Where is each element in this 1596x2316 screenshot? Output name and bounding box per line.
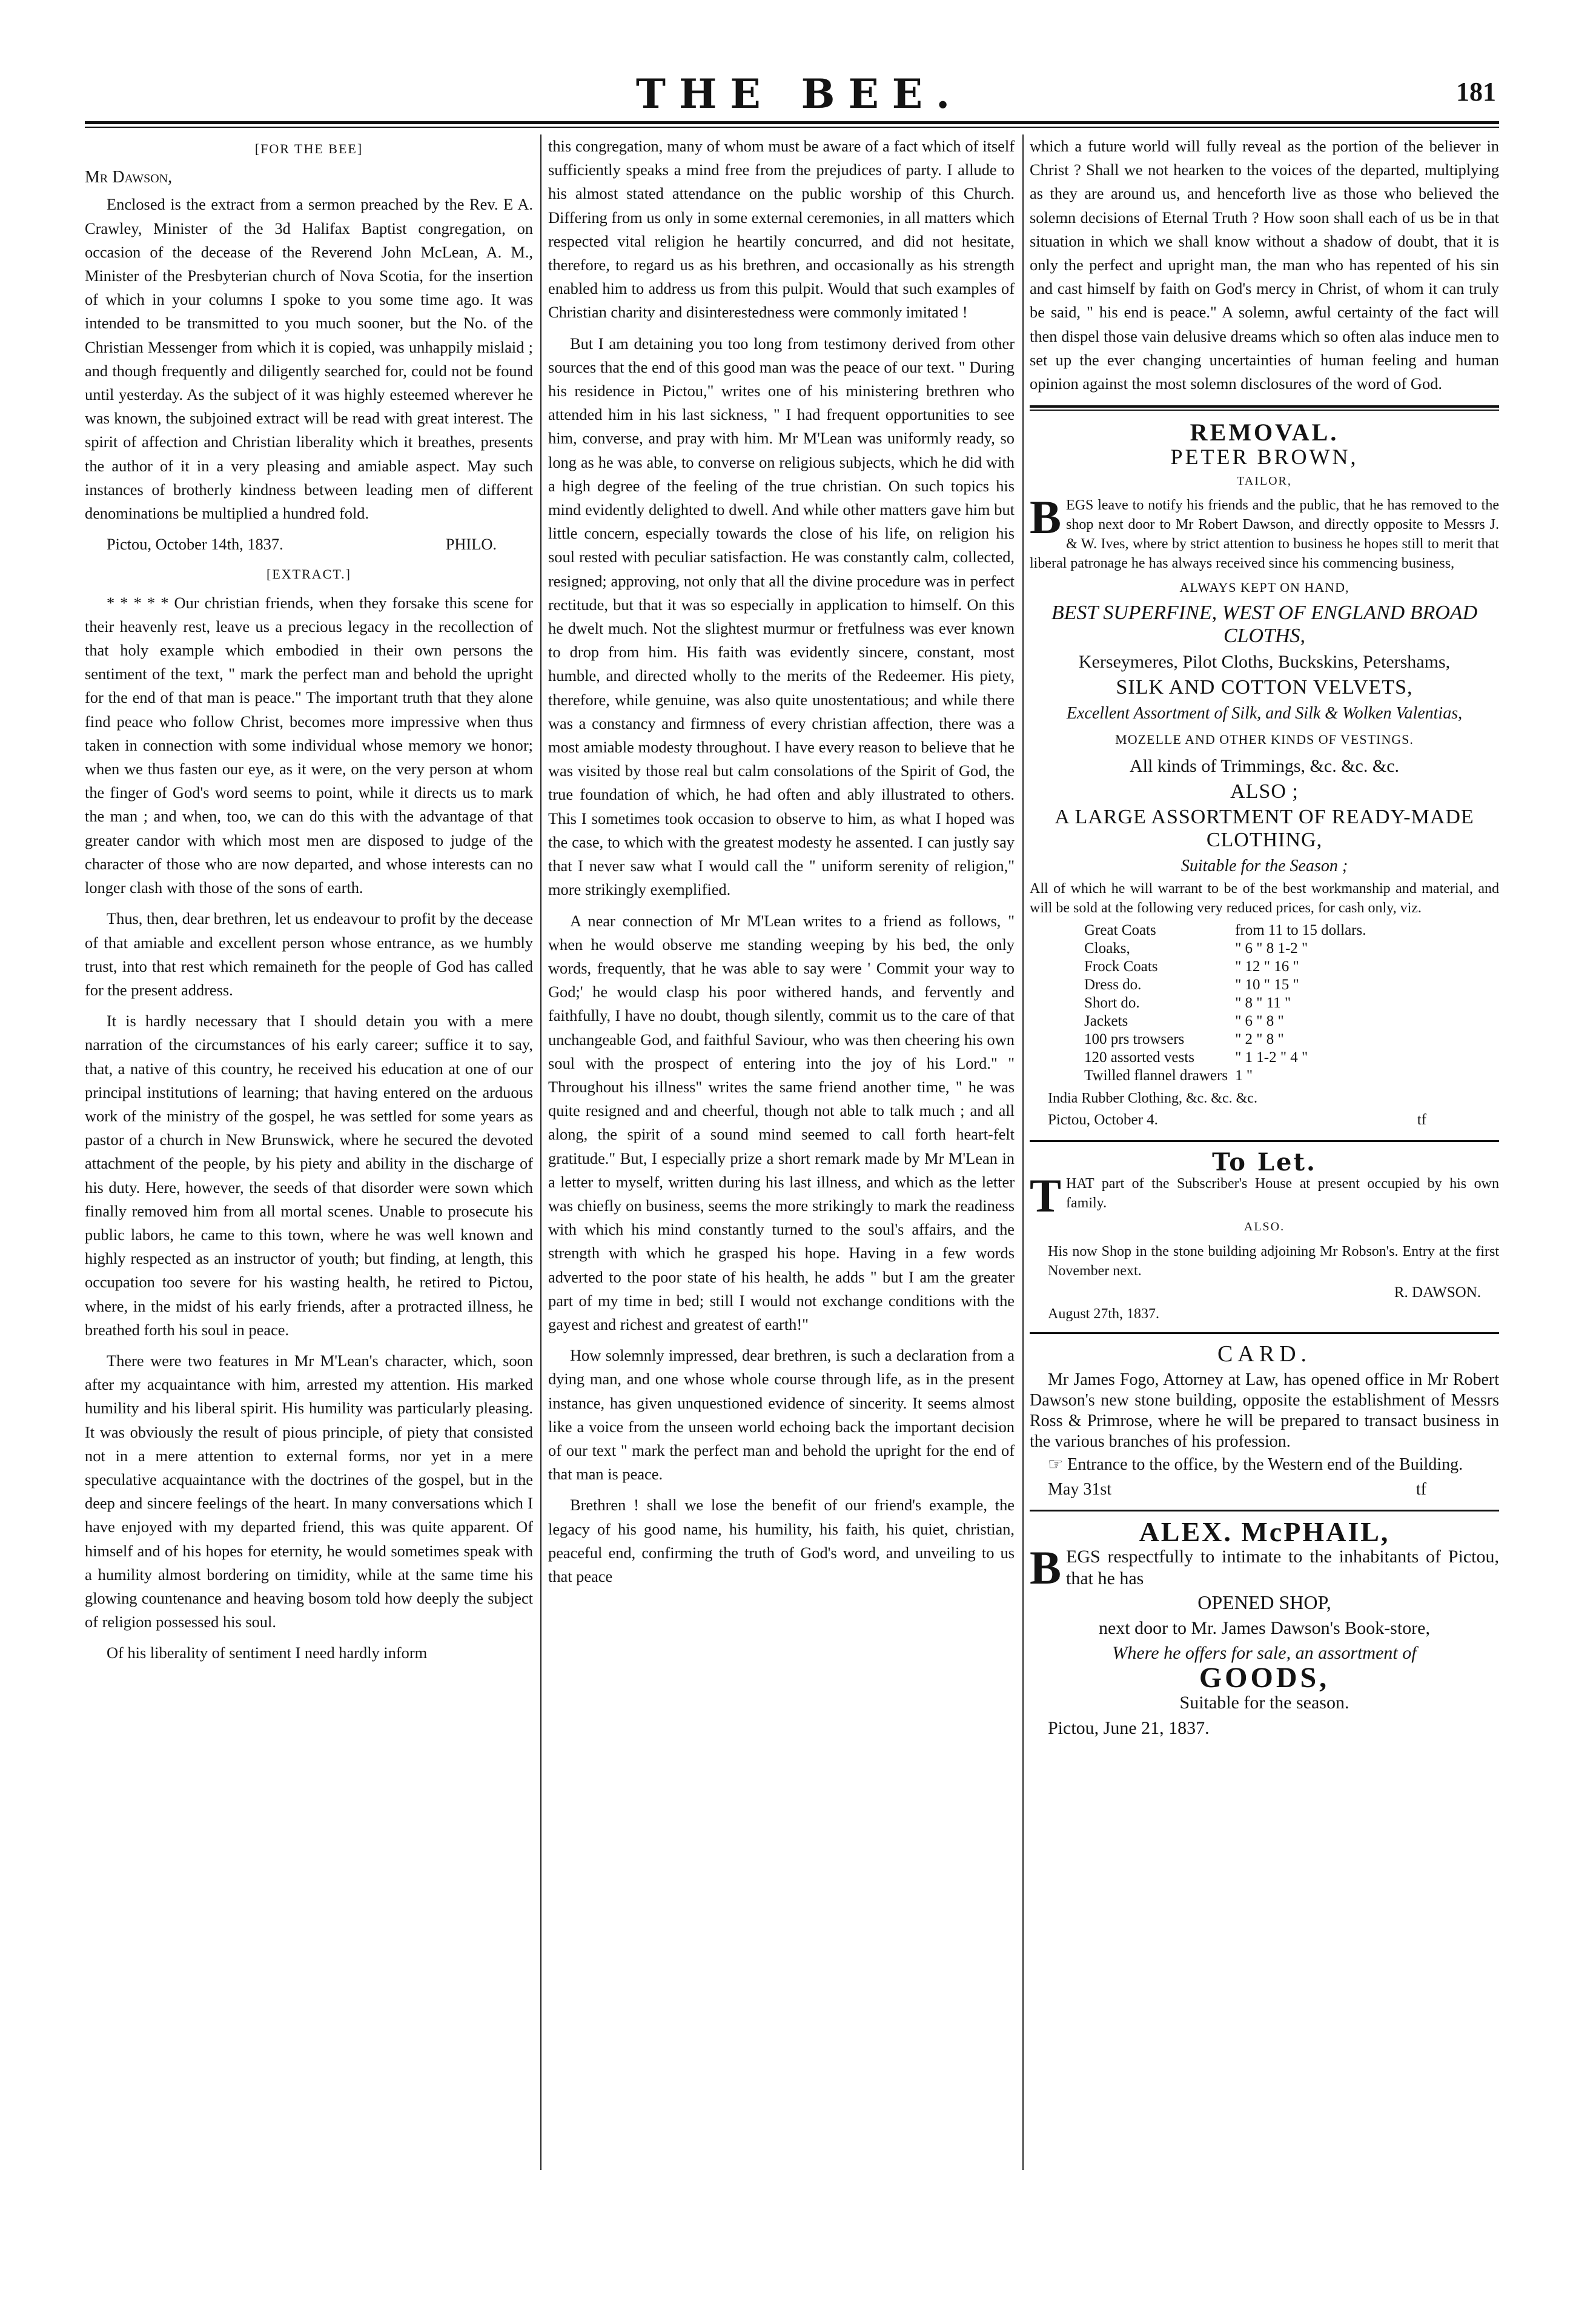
newspaper-title: THE BEE. — [635, 70, 964, 118]
letter-signoff — [85, 533, 533, 556]
removal-heading: REMOVAL. — [1190, 419, 1339, 446]
sermon-paragraph: * * * * * Our christian friends, when they forsake this scene for their heavenly rest, leave us a precious legacy in the recollection of that holy example which embodied in their own persons the sentiment of the text, " mark the perfect man and behold the upright for the end of that man is peace." The important truth that they alone find peace who follow Christ, becomes more impressive when thus taken in connection with some individual whose memory we honor; when we thus fasten our eye, as it were, on the very person at whom the finger of God's word seems to point, while it directs us to mark the man ; and when, too, we can do this with the advantage of that greater candor with which most men are disposed to judge of the character of those who are now departed, and whose interests can no longer clash with those of the sons of earth. — [85, 593, 533, 897]
price-item: Dress do. — [1084, 977, 1142, 994]
drop-cap: B — [1030, 1541, 1062, 1594]
price-row — [1084, 1012, 1373, 1030]
sermon-paragraph: which a future world will fully reveal as the portion of the believer in Christ ? Shall we not hearken to the voices of the departed, multiplying as they are around us, and henceforth live as those who believed the solemn decisions of Eternal Truth ? How soon shall each of us be in that situation in which we shall know without a shadow of doubt, that it is only the perfect and upright man, the man who has repented of his sin and cast himself by faith on God's mercy in Christ, of whom it can truly be said, " his end is peace." A solemn, awful certainty of the fact will then dispel those vain delusive dreams which so often alas induce men to set up the ever changing uncertainties of human feeling and human opinion against the most solemn disclosures of the word of God. — [1030, 137, 1499, 393]
section-rule — [1030, 1332, 1499, 1334]
column-divider-1 — [540, 134, 541, 2170]
price-item: 120 assorted vests — [1084, 1049, 1194, 1066]
sermon-paragraph: Brethren ! shall we lose the benefit of our friend's example, the legacy of his good name, his humility, his faith, his quiet, christian, peaceful end, confirming the truth of God's word, and unveiling to us that peace — [548, 1496, 1015, 1585]
extract-heading: [EXTRACT.] — [267, 566, 351, 582]
price-item: Frock Coats — [1084, 958, 1158, 975]
price-value: 1 " — [1235, 1067, 1253, 1084]
also-line: ALSO ; — [1230, 780, 1299, 803]
card-advertisement — [1030, 1342, 1499, 1501]
ready-made-line: A LARGE ASSORTMENT OF READY-MADE CLOTHING, — [1055, 805, 1474, 851]
offers-line: Where he offers for sale, an assortment of — [1112, 1642, 1417, 1663]
sermon-paragraph: Of his liberality of sentiment I need hardly inform — [107, 1644, 428, 1662]
removal-body: EGS leave to notify his friends and the public, that he has removed to the shop next door to Mr Robert Dawson, and directly opposite to Messrs J. & W. Ives, where by strict attention to business he hopes still to merit that liberal patronage he has always received since his commencing business, — [1030, 497, 1499, 571]
to-let-body: HAT part of the Subscriber's House at present occupied by his own family. — [1066, 1176, 1499, 1212]
removal-date: Pictou, October 4. — [1048, 1112, 1158, 1129]
salutation: Mr Dawson, — [85, 168, 173, 187]
for-the-bee-heading: [FOR THE BEE] — [254, 141, 363, 156]
sermon-paragraph: A near connection of Mr M'Lean writes to a friend as follows, " when he would observe me standing weeping by his bed, the only words, frequently, that he was able to say were ' Commit your way to God;' he would clasp his poor withered hands, and fervently and faithfully, I have no doubt, though silently, commit us to the care of that unchangeable God, and faithful Saviour, who was then cheering his own soul with the prospect of entering into the joy of his Lord." " Throughout his illness" writes the same friend another time, " he was quite resigned and and cheerful, though not able to talk much ; and all along, the spirit of a sound mind seemed to call forth heart-felt gratitude." But, I especially prize a short remark made by Mr M'Lean in a letter to myself, written during his last illness, and which as the letter was chiefly on business, seems the more strikingly to mark the readiness with which his mind constantly turned to the soul's affairs, and the strength with which he grasped his hope. Having in a few words adverted to the poor state of his health, he adds " but I am the greater part of my time in bed; still I would not exchange conditions with the gayest and richest and greatest of earth!" — [548, 911, 1015, 1333]
next-door-line: next door to Mr. James Dawson's Book-store, — [1098, 1618, 1431, 1638]
page-number: 181 — [1456, 77, 1496, 107]
suitable-line: Suitable for the Season ; — [1180, 856, 1348, 875]
to-let-signature: R. DAWSON. — [1394, 1284, 1481, 1301]
velvets-line: SILK AND COTTON VELVETS, — [1116, 676, 1413, 699]
sermon-paragraph: this congregation, many of whom must be aware of a fact which of itself sufficiently speaks a mind free from the prejudices of party. I allude to his almost stated attendance on the public worship of this Church. Differing from us only in some external ceremonies, in all matters which respected vital religion he heartily concurred, and did not hesitate, therefore, to regard us as his brethren, and occasionally as his strength enabled him to address us from this pulpit. Would that such examples of Christian charity and disinterestedness were commonly imitated ! — [548, 137, 1015, 322]
letter-text: Enclosed is the extract from a sermon preached by the Rev. E A. Crawley, Minister of the 3d Halifax Baptist congregation, on occasion of the decease of the Reverend John McLean, A. M., Minister of the Presbyterian church of Nova Scotia, for the insertion of which in your columns I spoke to you some time ago. It was intended to be transmitted to you much sooner, but the No. of the Christian Messenger from which it is copied, was unhappily mislaid ; and though frequently and diligently searched for, could not be found until yesterday. As the subject of it was highly esteemed wherever he was known, the subjoined extract will be read with great interest. The spirit of affection and Christian liberality which it breathes, presents the author of it in a very pleasing and amiable aspect. May such instances of brotherly kindness between leading men of different denominations be multiplied a hundred fold. — [85, 195, 533, 523]
trimmings-line: All kinds of Trimmings, &c. &c. &c. — [1129, 755, 1400, 776]
sermon-paragraph: There were two features in Mr M'Lean's character, which, soon after my acquaintance with him, arrested my attention. His marked humility and his liberal spirit. His humility was particularly pleasing. It was obviously the result of pious principle, of piety that consisted not in a mere attention to external forms, nor yet in a mere speculative acquaintance with the doctrines of the gospel, but in the deep and sincere feelings of the heart. In many conversations which I have enjoyed with my departed friend, this was quite apparent. Of himself and of his hopes for eternity, he would sometimes speak with a humility almost bordering on timidity, while at the same time his glowing countenance and heaving bosom told how deeply the subject of religion possessed his soul. — [85, 1351, 533, 1631]
price-row — [1084, 940, 1373, 958]
price-item: Jackets — [1084, 1013, 1128, 1030]
drop-cap: B — [1030, 490, 1062, 543]
price-value: from 11 to 15 dollars. — [1235, 922, 1366, 939]
price-item: Great Coats — [1084, 922, 1156, 939]
vestings-line: MOZELLE AND OTHER KINDS OF VESTINGS. — [1115, 732, 1414, 748]
to-let-date: August 27th, 1837. — [1048, 1306, 1160, 1322]
letter-dateline: Pictou, October 14th, 1837. — [107, 535, 283, 554]
letter-signature: PHILO. — [445, 535, 497, 554]
price-list — [1084, 921, 1373, 1085]
mcphail-notice — [1030, 1541, 1499, 1594]
mcphail-date: Pictou, June 21, 1837. — [1048, 1717, 1210, 1738]
silk-line: Excellent Assortment of Silk, and Silk & Wolken Valentias, — [1066, 704, 1463, 723]
price-item: Twilled flannel drawers — [1084, 1067, 1228, 1084]
price-row — [1084, 1067, 1373, 1085]
advertiser-name: PETER BROWN, — [1170, 445, 1359, 470]
price-value: " 6 " 8 " — [1235, 1013, 1284, 1030]
sermon-paragraph: It is hardly necessary that I should detain you with a mere narration of the circumstances of his early career; suffice it to say, that, a native of this country, he received his education at one of our principal institutions of learning; that having entered on the arduous work of the ministry of the gospel, he was settled for some years as pastor of a church in New Brunswick, where he secured the devoted attachment of the people, by his piety and ability in the discharge of his duty. Here, however, the seeds of that disorder were sown which finally removed him from all mortal scenes. Unable to prosecute his public labors, he came to this town, where he was well known and highly respected as an instructor of youth; but finding, at length, this occupation too severe for his wasting health, he retired to Pictou, where, in the midst of his early friends, after a protracted illness, he breathed forth his soul in peace. — [85, 1012, 533, 1339]
sermon-paragraph: How solemnly impressed, dear brethren, is such a declaration from a dying man, and one whose whole course through life, as in the present instance, has given unquestioned evidence of sincerity. It seems almost like a voice from the unseen world echoing back the important decision of our text " mark the perfect man and behold the upright for the end of that man is peace. — [548, 1346, 1015, 1484]
mcphail-advertisement — [1030, 1516, 1499, 1739]
price-value: " 6 " 8 1-2 " — [1235, 940, 1308, 957]
removal-notice — [1030, 490, 1499, 573]
price-item: Short do. — [1084, 995, 1140, 1012]
goods-heading: GOODS, — [1199, 1662, 1330, 1694]
price-value: " 1 1-2 " 4 " — [1235, 1049, 1308, 1066]
to-let-advertisement — [1030, 1150, 1499, 1324]
masthead-rule — [85, 121, 1499, 128]
warrant-text: All of which he will warrant to be of the best workmanship and material, and will be sold at the following very reduced prices, for cash only, viz. — [1030, 881, 1499, 917]
card-body: Mr James Fogo, Attorney at Law, has opened office in Mr Robert Dawson's new stone building, opposite the establishment of Messrs Ross & Primrose, where he will be prepared to transact business in the various branches of his profession. — [1030, 1370, 1499, 1452]
to-let-heading: To Let. — [1212, 1148, 1317, 1177]
removal-advertisement — [1030, 420, 1499, 1132]
to-let-notice — [1030, 1169, 1499, 1223]
section-rule — [1030, 405, 1499, 411]
sermon-paragraph: Thus, then, dear brethren, let us endeavour to profit by the decease of that amiable and excellent person whose entrance, as we humbly trust, into that rest which remaineth for the people of God has called for the present address. — [85, 909, 533, 999]
price-value: " 10 " 15 " — [1235, 977, 1299, 994]
mcphail-body: EGS respectfully to intimate to the inhabitants of Pictou, that he has — [1066, 1547, 1499, 1589]
removal-tf: tf — [1417, 1112, 1426, 1129]
price-row — [1084, 958, 1373, 976]
column-3 — [1030, 134, 1499, 1740]
mcphail-heading: ALEX. McPHAIL, — [1139, 1516, 1390, 1548]
card-dateline — [1030, 1478, 1499, 1501]
price-item: 100 prs trowsers — [1084, 1031, 1185, 1048]
price-value: " 8 " 11 " — [1235, 995, 1291, 1012]
column-2 — [548, 134, 1015, 1596]
sermon-paragraph: But I am detaining you too long from testimony derived from other sources that the end of this good man was the peace of our text. " During his residence in Pictou," writes one of his ministering brethren who attended him in his last sickness, " I had frequent opportunities to see him, converse, and pray with him. Mr M'Lean was uniformly ready, so long as he was able, to converse on religious subjects, which he did with a high degree of the feeling of the true christian. On such topics his mind evidently delighted to dwell. And while other matters gave him but little concern, especially towards the close of his life, on religion his soul rested with peculiar satisfaction. He was constantly calm, collected, resigned; approving, not only that all the divine procedure was in perfect rectitude, but that it was so especially in application to himself. On this he dwelt much. Not the slightest murmur or fretfulness was ever known to drop from him. His faith was evidently sincere, constant, most humble, and directed wholly to the merits of the Redeemer. His piety, therefore, while genuine, was also quite unostentatious; and while there was a constancy and firmness of every christian affection, there was a most amiable modesty throughout. I have every reason to believe that he was visited by those real but calm consolations of the Spirit of God, the true foundation of which, he had often and ably illustrated to others. This I sometimes took occasion to observe to him, as what I hoped was the case, to which with the greatest modesty he assented. I can justly say that I never saw what I would call the " uniform serenity of religion," more strikingly exemplified. — [548, 334, 1015, 899]
card-date: May 31st — [1048, 1480, 1111, 1499]
suitable-season: Suitable for the season. — [1179, 1693, 1349, 1713]
price-row — [1084, 1049, 1373, 1067]
card-tf: tf — [1416, 1480, 1426, 1499]
section-rule — [1030, 1140, 1499, 1142]
section-rule — [1030, 1510, 1499, 1511]
price-item: Cloaks, — [1084, 940, 1130, 957]
column-1 — [85, 134, 533, 1673]
price-row — [1084, 994, 1373, 1012]
drop-cap: T — [1030, 1169, 1062, 1223]
price-row — [1084, 1030, 1373, 1049]
column-divider-2 — [1022, 134, 1024, 2170]
always-kept-heading: ALWAYS KEPT ON HAND, — [1179, 579, 1349, 595]
removal-dateline — [1030, 1108, 1499, 1132]
price-value: " 12 " 16 " — [1235, 958, 1299, 975]
masthead — [103, 68, 1496, 116]
card-heading: CARD. — [1217, 1341, 1312, 1367]
price-row — [1084, 976, 1373, 994]
rubber-clothing-line: India Rubber Clothing, &c. &c. &c. — [1048, 1090, 1257, 1107]
to-let-shop: His now Shop in the stone building adjoining Mr Robson's. Entry at the first November next. — [1048, 1243, 1499, 1279]
price-value: " 2 " 8 " — [1235, 1031, 1284, 1048]
opened-shop: OPENED SHOP, — [1197, 1591, 1331, 1614]
advertiser-trade: TAILOR, — [1237, 474, 1292, 488]
card-entrance: ☞ Entrance to the office, by the Western end of the Building. — [1048, 1455, 1463, 1475]
kerseymeres-line: Kerseymeres, Pilot Cloths, Buckskins, Petershams, — [1078, 652, 1451, 672]
to-let-also: ALSO. — [1243, 1220, 1285, 1234]
broad-cloths-line: BEST SUPERFINE, WEST OF ENGLAND BROAD CLOTHS, — [1051, 602, 1478, 648]
price-row — [1084, 921, 1373, 940]
